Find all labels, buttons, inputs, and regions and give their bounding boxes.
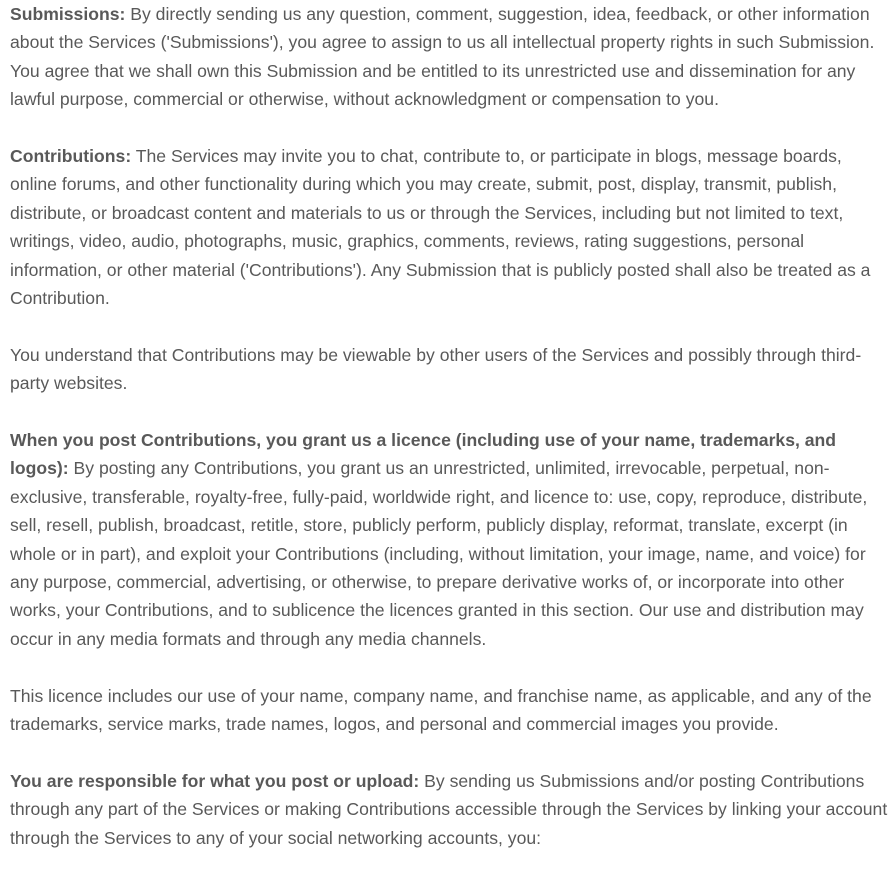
paragraph-text: This licence includes our use of your name, company name, and franchise name, as applicable, and any of the trademarks, service marks, trade names, logos, and personal and commercial images you provide. (10, 685, 872, 735)
submissions-paragraph (10, 0, 892, 114)
paragraph-text: The Services may invite you to chat, contribute to, or participate in blogs, message boards, online forums, and other functionality during which you may create, submit, post, display, transmit, publish, distribute, or broadcast content and materials to us or through the Services, including but not limited to text, writings, video, audio, photographs, music, graphics, comments, reviews, rating suggestions, personal information, or other material ('Contributions'). Any Submission that is publicly posted shall also be treated as a Contribution. (10, 146, 871, 309)
contributions-paragraph (10, 142, 892, 312)
paragraph-heading: When you post Contributions, you grant us a licence (including use of your name, trademarks, and logos): (10, 430, 837, 479)
paragraph-text: By posting any Contributions, you grant us an unrestricted, unlimited, irrevocable, perpetual, non-exclusive, transferable, royalty-free, fully-paid, worldwide right, and licence to: use, copy, reproduce, distribute, sell, resell, publish, broadcast, retitle, store, publicly perform, publicly display, reformat, translate, excerpt (in whole or in part), and exploit your Contributions (including, without limitation, your image, name, and voice) for any purpose, commercial, advertising, or otherwise, to prepare derivative works of, or incorporate into other works, your Contributions, and to sublicence the licences granted in this section. Our use and distribution may occur in any media formats and through any media channels. (10, 458, 868, 649)
paragraph-text: You understand that Contributions may be viewable by other users of the Services and possibly through third-party websites. (10, 344, 862, 394)
viewable-paragraph (10, 341, 892, 398)
paragraph-heading: Contributions: (10, 146, 132, 167)
responsibility-paragraph (10, 767, 892, 852)
licence-paragraph (10, 426, 892, 653)
paragraph-heading: You are responsible for what you post or upload: (10, 770, 420, 791)
paragraph-text: By sending us Submissions and/or posting Contributions through any part of the Services or making Contributions accessible through the Services by linking your account through the Services to any of your social networking accounts, you: (10, 770, 888, 848)
paragraph-text: By directly sending us any question, comment, suggestion, idea, feedback, or other information about the Services ('Submissions'), you agree to assign to us all intellectual property rights in such Submission. You agree that we shall own this Submission and be entitled to its unrestricted use and dissemination for any lawful purpose, commercial or otherwise, without acknowledgment or compensation to you. (10, 4, 875, 110)
paragraph-heading: Submissions: (10, 4, 126, 24)
licence-scope-paragraph (10, 682, 892, 739)
